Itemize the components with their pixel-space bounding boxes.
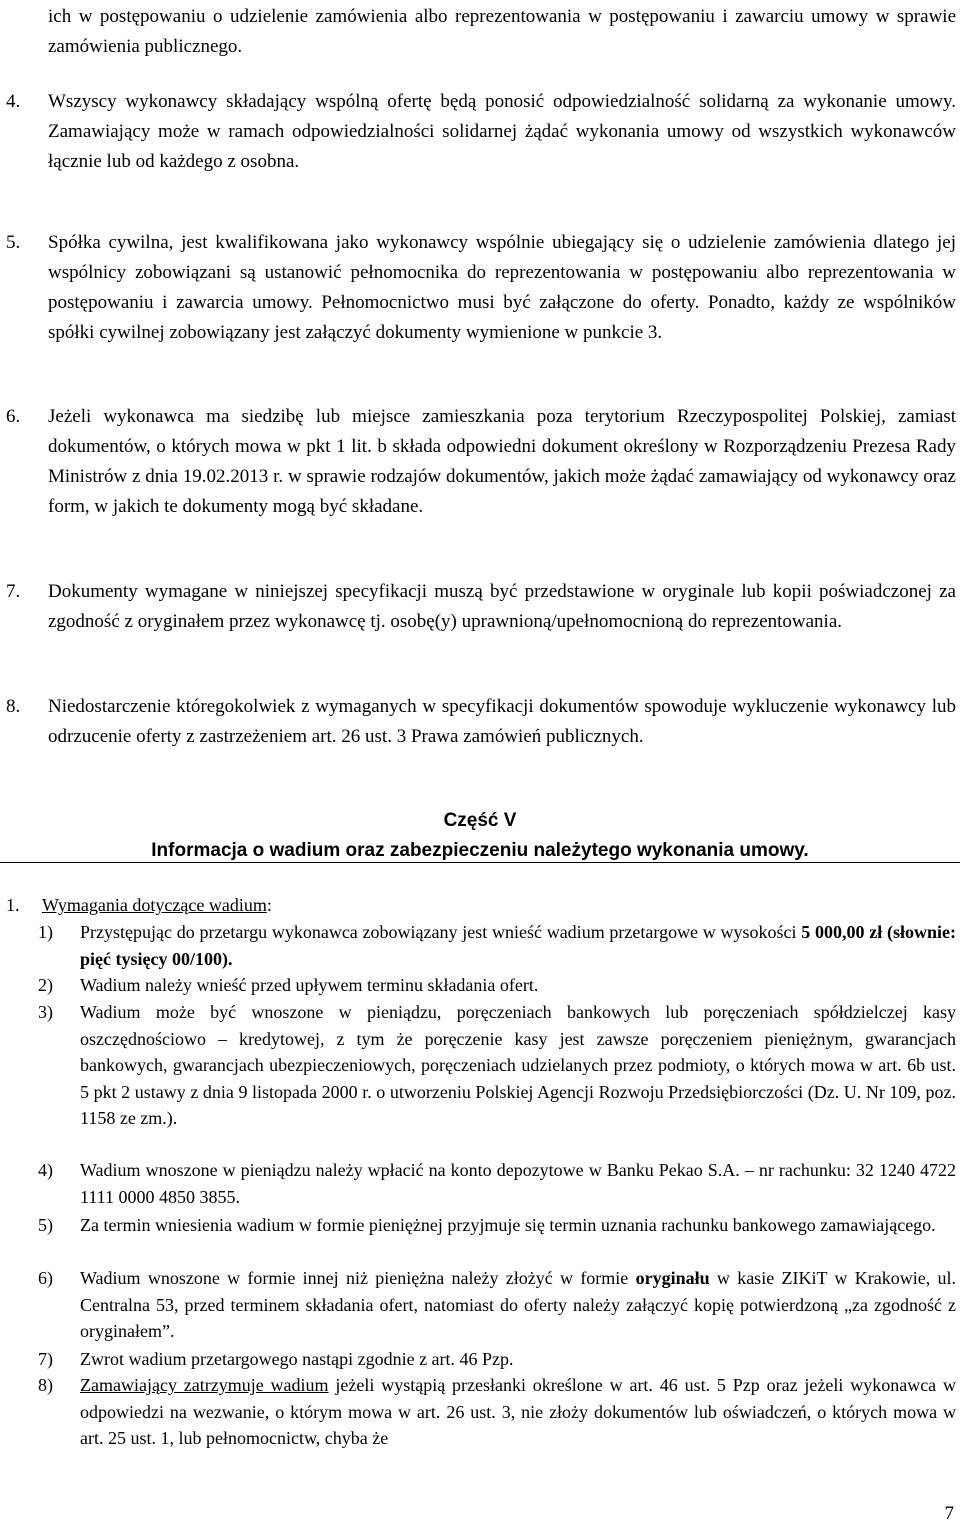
list-item-7 (6, 577, 956, 637)
sub-text: Przystępując do przetargu wykonawca zobowiązany jest wnieść wadium przetargowe w wysokości (80, 922, 802, 942)
wadium-number: 1. (6, 895, 20, 915)
wadium-requirements-heading (6, 892, 272, 918)
sub-item-3 (38, 999, 956, 1132)
sub-number: 1) (38, 922, 53, 942)
item-text: Dokumenty wymagane w niniejszej specyfikacji muszą być przedstawione w oryginale lub kopii poświadczonej za zgodność z oryginałem przez wykonawcę tj. osobę(y) uprawnioną/upełnomocnioną do reprezentowania. (48, 581, 956, 632)
sub-number: 5) (38, 1215, 53, 1235)
section-divider (0, 862, 960, 863)
retention-underlined: Zamawiający zatrzymuje wadium (80, 1375, 329, 1395)
item-number: 4. (6, 91, 21, 112)
item-text: Spółka cywilna, jest kwalifikowana jako wykonawcy wspólnie ubiegający się o udzielenie zamówienia dlatego jej wspólnicy zobowiązani są ustanowić pełnomocnika do reprezentowania w postępowaniu albo reprezentowania w postępowaniu i zawarcia umowy. Pełnomocnictwo musi być załączone do oferty. Ponadto, każdy ze wspólników spółki cywilnej zobowiązany jest załączyć dokumenty wymienione w punkcie 3. (48, 232, 956, 343)
sub-text: Zwrot wadium przetargowego nastąpi zgodnie z art. 46 Pzp. (80, 1349, 514, 1369)
sub-item-4 (38, 1157, 956, 1210)
original-emphasis: oryginału (635, 1268, 710, 1288)
sub-text: Wadium należy wnieść przed upływem terminu składania ofert. (80, 975, 539, 995)
sub-number: 6) (38, 1268, 53, 1288)
section-heading (0, 806, 960, 866)
sub-text: Wadium może być wnoszone w pieniądzu, poręczeniach bankowych lub poręczeniach spółdzielczej kasy oszczędnościowo – kredytowej, z tym że poręczenie kasy jest zawsze poręczeniem pieniężnym, gwarancjach bankowych, gwarancjach ubezpieczeniowych, poręczeniach udzielanych przez podmioty, o których mowa w art. 6b ust. 5 pkt 2 ustawy z dnia 9 listopada 2000 r. o utworzeniu Polskiej Agencji Rozwoju Przedsiębiorczości (Dz. U. Nr 109, poz. 1158 ze zm.). (80, 1002, 956, 1128)
sub-text: Wadium wnoszone w formie innej niż pieniężna należy złożyć w formie (80, 1268, 636, 1288)
sub-text: jeżeli wystąpią przesłanki określone w art. 46 ust. 5 Pzp oraz jeżeli wykonawca w odpowiedzi na wezwanie, o którym mowa w art. 26 ust. 3, nie złoży dokumentów lub oświadczeń, o których mowa w art. 25 ust. 1, lub pełnomocnictw, chyba że (80, 1375, 956, 1448)
sub-item-8 (38, 1372, 956, 1452)
sub-number: 4) (38, 1160, 53, 1180)
section-title: Informacja o wadium oraz zabezpieczeniu należytego wykonania umowy. (151, 840, 809, 861)
item-text: Niedostarczenie któregokolwiek z wymaganych w specyfikacji dokumentów spowoduje wykluczenie wykonawcy lub odrzucenie oferty z zastrzeżeniem art. 26 ust. 3 Prawa zamówień publicznych. (48, 696, 956, 747)
item-number: 6. (6, 406, 21, 427)
item-number: 5. (6, 232, 21, 253)
list-item-4 (6, 87, 956, 177)
sub-item-1 (38, 919, 956, 972)
sub-text: Wadium wnoszone w pieniądzu należy wpłacić na konto depozytowe w Banku Pekao S.A. – nr rachunku: 32 1240 4722 1111 0000 4850 3855. (80, 1160, 956, 1207)
paragraph-continuation: ich w postępowaniu o udzielenie zamówienia albo reprezentowania w postępowaniu i zawarciu umowy w sprawie zamówienia publicznego. (48, 6, 956, 57)
sub-text: Za termin wniesienia wadium w formie pieniężnej przyjmuje się termin uznania rachunku bankowego zamawiającego. (80, 1215, 936, 1235)
sub-item-7 (38, 1346, 956, 1373)
item-number: 7. (6, 581, 21, 602)
item-number: 8. (6, 696, 21, 717)
sub-item-6 (38, 1265, 956, 1345)
page-number: 7 (944, 1503, 954, 1524)
sub-number: 2) (38, 975, 53, 995)
sub-text-cont: w kasie ZIKiT w Krakowie, ul. Centralna 53, przed terminem składania ofert, natomiast do oferty należy załączyć kopię potwierdzoną „za zgodność z oryginałem”. (80, 1268, 956, 1341)
sub-number: 3) (38, 1002, 53, 1022)
sub-item-5 (38, 1212, 956, 1239)
wadium-amount: 5 000,00 zł (słownie: pięć tysięcy 00/100). (80, 922, 956, 969)
sub-number: 7) (38, 1349, 53, 1369)
item-text: Jeżeli wykonawca ma siedzibę lub miejsce zamieszkania poza terytorium Rzeczypospolitej Polskiej, zamiast dokumentów, o których mowa w pkt 1 lit. b składa odpowiedni dokument określony w Rozporządzeniu Prezesa Rady Ministrów z dnia 19.02.2013 r. w sprawie rodzajów dokumentów, jakich może żądać zamawiający od wykonawcy oraz form, w jakich te dokumenty mogą być składane. (48, 406, 956, 517)
wadium-title-colon: : (266, 895, 272, 915)
wadium-title: Wymagania dotyczące wadium (42, 895, 267, 915)
section-part: Część V (443, 810, 517, 831)
list-item-8 (6, 692, 956, 752)
list-item-6 (6, 402, 956, 522)
item-text: Wszyscy wykonawcy składający wspólną ofertę będą ponosić odpowiedzialność solidarną za wykonanie umowy. Zamawiający może w ramach odpowiedzialności solidarnej żądać wykonania umowy od wszystkich wykonawców łącznie lub od każdego z osobna. (48, 91, 956, 172)
sub-number: 8) (38, 1375, 53, 1395)
list-item-5 (6, 228, 956, 348)
sub-item-2 (38, 972, 956, 999)
